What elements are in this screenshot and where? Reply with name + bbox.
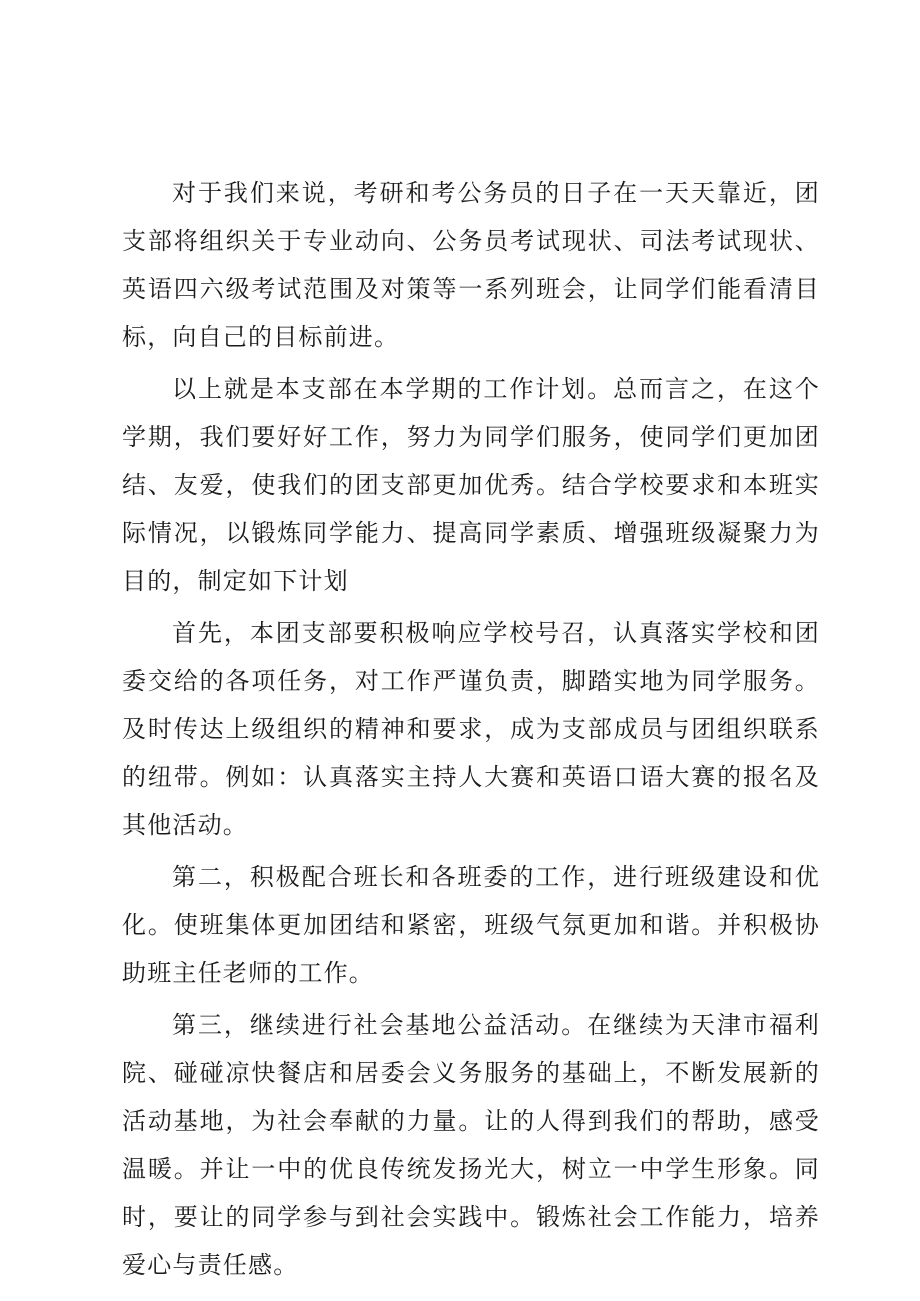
document-body (122, 169, 820, 1293)
paragraph-first-point: 首先，本团支部要积极响应学校号召，认真落实学校和团委交给的各项任务，对工作严谨负责，脚踏实地为同学服务。及时传达上级组织的精神和要求，成为支部成员与团组织联系的纽带。例如：认真落实主持人大赛和英语口语大赛的报名及其他活动。 (122, 619, 820, 839)
paragraph-second-point: 第二，积极配合班长和各班委的工作，进行班级建设和优化。使班集体更加团结和紧密，班级气氛更加和谐。并积极协助班主任老师的工作。 (122, 863, 820, 987)
paragraph-semester-plan-summary: 以上就是本支部在本学期的工作计划。总而言之，在这个学期，我们要好好工作，努力为同学们服务，使同学们更加团结、友爱，使我们的团支部更加优秀。结合学校要求和本班实际情况，以锻炼同学能力、提高同学素质、增强班级凝聚力为目的，制定如下计划 (122, 375, 820, 595)
paragraph-exam-preparation: 对于我们来说，考研和考公务员的日子在一天天靠近，团支部将组织关于专业动向、公务员考试现状、司法考试现状、英语四六级考试范围及对策等一系列班会，让同学们能看清目标，向自己的目标前进。 (122, 179, 820, 351)
paragraph-third-point: 第三，继续进行社会基地公益活动。在继续为天津市福利院、碰碰凉快餐店和居委会义务服务的基础上，不断发展新的活动基地，为社会奉献的力量。让的人得到我们的帮助，感受温暖。并让一中的优良传统发扬光大，树立一中学生形象。同时，要让的同学参与到社会实践中。锻炼社会工作能力，培养爱心与责任感。 (122, 1011, 820, 1279)
